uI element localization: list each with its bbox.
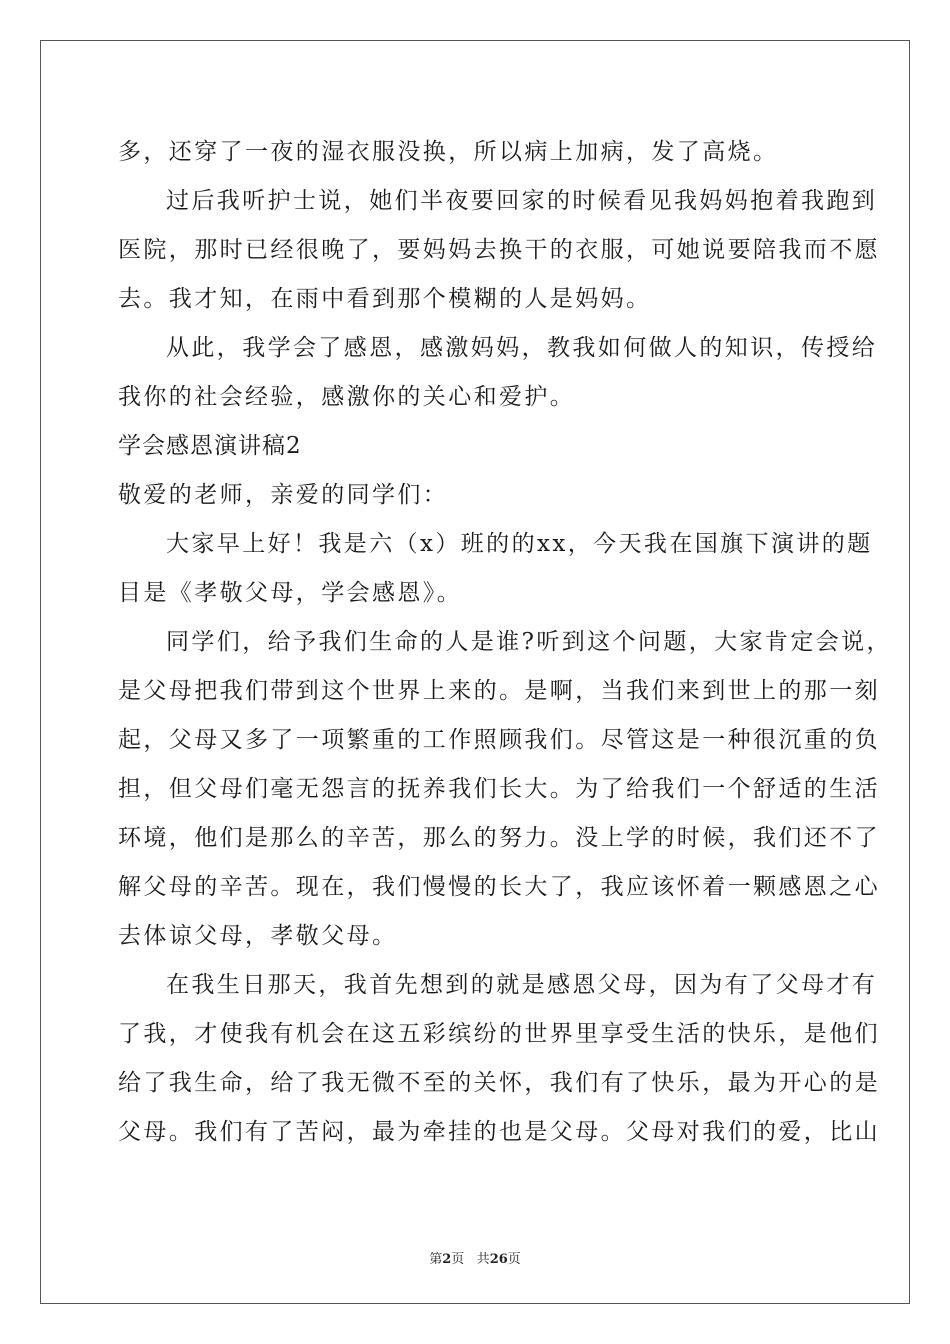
text-line: 敬爱的老师，亲爱的同学们：: [118, 482, 449, 508]
footer-current-page: 2: [442, 1252, 452, 1267]
text-line: 去。我才知，在雨中看到那个模糊的人是妈妈。: [118, 286, 652, 312]
footer-total-prefix: 共: [476, 1252, 490, 1267]
text-line: 父母。我们有了苦闷，最为牵挂的也是父母。父母对我们的爱，比山: [118, 1119, 880, 1145]
footer-total-pages: 26: [489, 1252, 508, 1267]
document-body: [118, 128, 892, 1157]
section-heading: 学会感恩演讲稿2: [118, 433, 302, 459]
footer-prefix: 第: [429, 1252, 443, 1267]
text-line: 从此，我学会了感恩，感激妈妈，教我如何做人的知识，传授给: [166, 335, 878, 361]
page-footer: [0, 1248, 950, 1267]
text-line: 起，父母又多了一项繁重的工作照顾我们。尽管这是一种很沉重的负: [118, 727, 880, 753]
text-line: 同学们，给予我们生命的人是谁?听到这个问题，大家肯定会说，: [166, 629, 892, 655]
text-line: 我你的社会经验，感激你的关心和爱护。: [118, 384, 576, 410]
text-line: 是父母把我们带到这个世界上来的。是啊，当我们来到世上的那一刻: [118, 678, 880, 704]
footer-total-label: 页: [507, 1252, 521, 1267]
text-line: 了我，才使我有机会在这五彩缤纷的世界里享受生活的快乐，是他们: [118, 1021, 880, 1047]
text-line: 给了我生命，给了我无微不至的关怀，我们有了快乐，最为开心的是: [118, 1070, 880, 1096]
text-line: 在我生日那天，我首先想到的就是感恩父母，因为有了父母才有: [166, 972, 878, 998]
text-line: 环境，他们是那么的辛苦，那么的努力。没上学的时候，我们还不了: [118, 825, 880, 851]
text-line: 医院，那时已经很晚了，要妈妈去换干的衣服，可她说要陪我而不愿: [118, 237, 880, 263]
text-line: 去体谅父母，孝敬父母。: [118, 923, 398, 949]
text-line: 解父母的辛苦。现在，我们慢慢的长大了，我应该怀着一颗感恩之心: [118, 874, 880, 900]
text-line: 多，还穿了一夜的湿衣服没换，所以病上加病，发了高烧。: [118, 139, 779, 165]
text-line: 担，但父母们毫无怨言的抚养我们长大。为了给我们一个舒适的生活: [118, 776, 880, 802]
footer-page-label: 页: [451, 1252, 465, 1267]
text-line: 目是《孝敬父母，学会感恩》。: [118, 580, 463, 606]
text-line: 过后我听护士说，她们半夜要回家的时候看见我妈妈抱着我跑到: [166, 188, 878, 214]
text-line: 大家早上好！我是六（x）班的的xx，今天我在国旗下演讲的题: [166, 531, 873, 557]
